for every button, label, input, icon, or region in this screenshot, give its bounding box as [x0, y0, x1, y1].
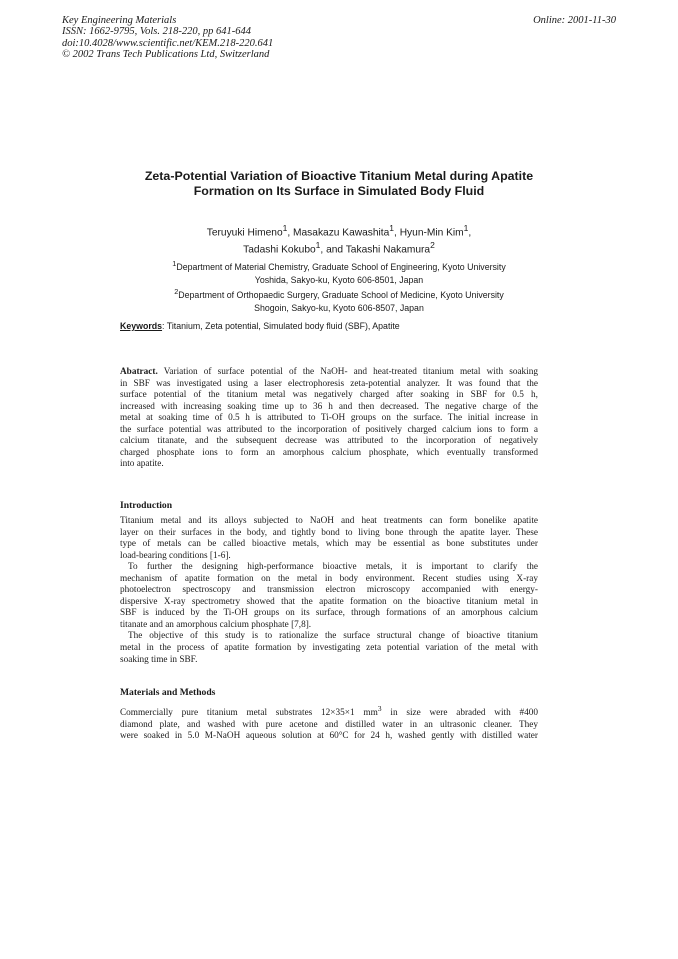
- intro-line: photoelectron spectroscopy and transmission electron microscopy accompanied with energy-: [120, 585, 538, 596]
- section-heading-methods: Materials and Methods: [120, 687, 216, 698]
- intro-line: mechanism of apatite formation on the metal in body environment. Recent studies using X-ray: [120, 573, 538, 584]
- intro-line: soaking time in SBF.: [120, 654, 198, 665]
- intro-line: To further the designing high-performance bioactive metals, it is important to clarify the: [128, 562, 538, 573]
- author-name: Hyun-Min Kim: [399, 227, 464, 239]
- methods-line: diamond plate, and washed with pure acetone and distilled water in an ultrasonic cleaner. They: [120, 719, 538, 730]
- abstract-line: increased with increasing soaking time up to 36 h and then decreased. The negative charge of the: [120, 401, 538, 412]
- methods-line: Commercially pure titanium metal substrates 12×35×1 $mm^3$ in size were abraded with #400: [120, 704, 538, 719]
- affiliation-1: $^1$Department of Material Chemistry, Graduate School of Engineering, Kyoto University: [172, 259, 506, 272]
- affiliation-mark: 1: [282, 223, 288, 233]
- intro-line: titanate and an amorphous calcium phosphate [7,8].: [120, 619, 312, 630]
- abstract-label: Abatract.: [120, 367, 158, 377]
- abstract-line: metal at soaking time of 0.5 h is attributed to Ti-OH groups on the surface. The initial increase in: [120, 413, 538, 424]
- methods-line: were soaked in 5.0 M-NaOH aqueous solution at 60°C for 24 h, washed gently with distilled water: [120, 731, 538, 742]
- affiliation-mark: 1: [463, 223, 469, 233]
- affiliation-mark: 1: [172, 259, 177, 268]
- copyright-line: © 2002 Trans Tech Publications Ltd, Switzerland: [62, 48, 270, 60]
- author-name: Teruyuki Himeno: [206, 227, 283, 239]
- journal-name: Key Engineering Materials: [62, 15, 177, 26]
- separator: , and: [320, 244, 346, 256]
- affiliation-2-address: Shogoin, Sakyo-ku, Kyoto 606-8507, Japan: [254, 302, 424, 313]
- methods-body: [120, 703, 538, 743]
- keywords: [120, 320, 400, 332]
- separator: ,: [468, 227, 472, 239]
- abstract-line: into apatite.: [120, 459, 164, 470]
- intro-line: type of metals can be called bioactive metals, which may be essential as bone substitutes under: [120, 539, 538, 550]
- abstract-line: charged phosphate ions to form an amorphous calcium phosphate, which eventually transformed: [120, 447, 538, 458]
- intro-line: dispersive X-ray spectrometry showed that the apatite formation on the bioactive titanium metal in: [120, 596, 538, 607]
- affiliation-mark: 1: [315, 240, 321, 251]
- affiliations: [100, 258, 578, 314]
- affiliation-2: $^2$Department of Orthopaedic Surgery, Graduate School of Medicine, Kyoto University: [174, 287, 504, 301]
- separator: ,: [394, 227, 400, 239]
- paper-title: [100, 169, 578, 199]
- abstract-line: calcium titanate, and the subsequent decrease was attributed to the incorporation of negatively: [120, 436, 538, 447]
- author-name: Takashi Nakamura: [345, 244, 431, 256]
- intro-line: SBF is induced by the Ti-OH groups on its surface, through formations of an amorphous calcium: [120, 608, 538, 619]
- intro-line: metal in the process of apatite formation by investigating zeta potential variation of the metal with: [120, 643, 538, 654]
- author-name: Tadashi Kokubo: [243, 244, 316, 256]
- abstract: [120, 367, 538, 471]
- title-line-1: Zeta-Potential Variation of Bioactive Titanium Metal during Apatite: [144, 169, 534, 183]
- abstract-line: in SBF was investigated using a laser electrophoresis zeta-potential analyzer. It was found that the: [120, 378, 538, 389]
- keywords-label: Keywords: [120, 321, 163, 331]
- author-line-1: [100, 222, 578, 239]
- affiliation-mark: 2: [430, 240, 435, 251]
- intro-line: load-bearing conditions [1-6].: [120, 550, 231, 561]
- title-line-2: Formation on Its Surface in Simulated Body Fluid: [193, 184, 485, 198]
- affiliation-1-address: Yoshida, Sakyo-ku, Kyoto 606-8501, Japan: [254, 274, 424, 285]
- affiliation-mark: 2: [174, 287, 179, 297]
- issn-line: ISSN: 1662-9795, Vols. 218-220, pp 641-644: [62, 26, 251, 38]
- author-name: Masakazu Kawashita: [293, 227, 390, 239]
- affiliation-mark: 1: [389, 223, 395, 233]
- separator: ,: [287, 227, 294, 239]
- introduction-body: [120, 516, 538, 666]
- intro-line: layer on their surfaces in the body, and tightly bond to living bone through the apatite layer. These: [120, 527, 538, 538]
- doi-line: doi:10.4028/www.scientific.net/KEM.218-220.641: [62, 37, 274, 49]
- online-date: Online: 2001-11-30: [533, 15, 616, 26]
- abstract-line: Abatract. Variation of surface potential of the NaOH- and heat-treated titanium metal with soaking: [120, 367, 538, 377]
- abstract-line: the surface potential was attributed to the incorporation of positively charged calcium ions to form a: [120, 424, 538, 435]
- intro-line: The objective of this study is to rationalize the surface structural change of bioactive titanium: [128, 631, 538, 642]
- intro-line: Titanium metal and its alloys subjected to NaOH and heat treatments can form bonelike apatite: [120, 516, 538, 526]
- author-line-2: [100, 239, 578, 256]
- section-heading-introduction: Introduction: [120, 500, 173, 511]
- author-list: [100, 222, 578, 257]
- abstract-line: surface potential of the titanium metal was negatively charged after soaking in SBF for 0.5 h,: [120, 390, 538, 401]
- keywords-text: : Titanium, Zeta potential, Simulated body fluid (SBF), Apatite: [162, 321, 400, 331]
